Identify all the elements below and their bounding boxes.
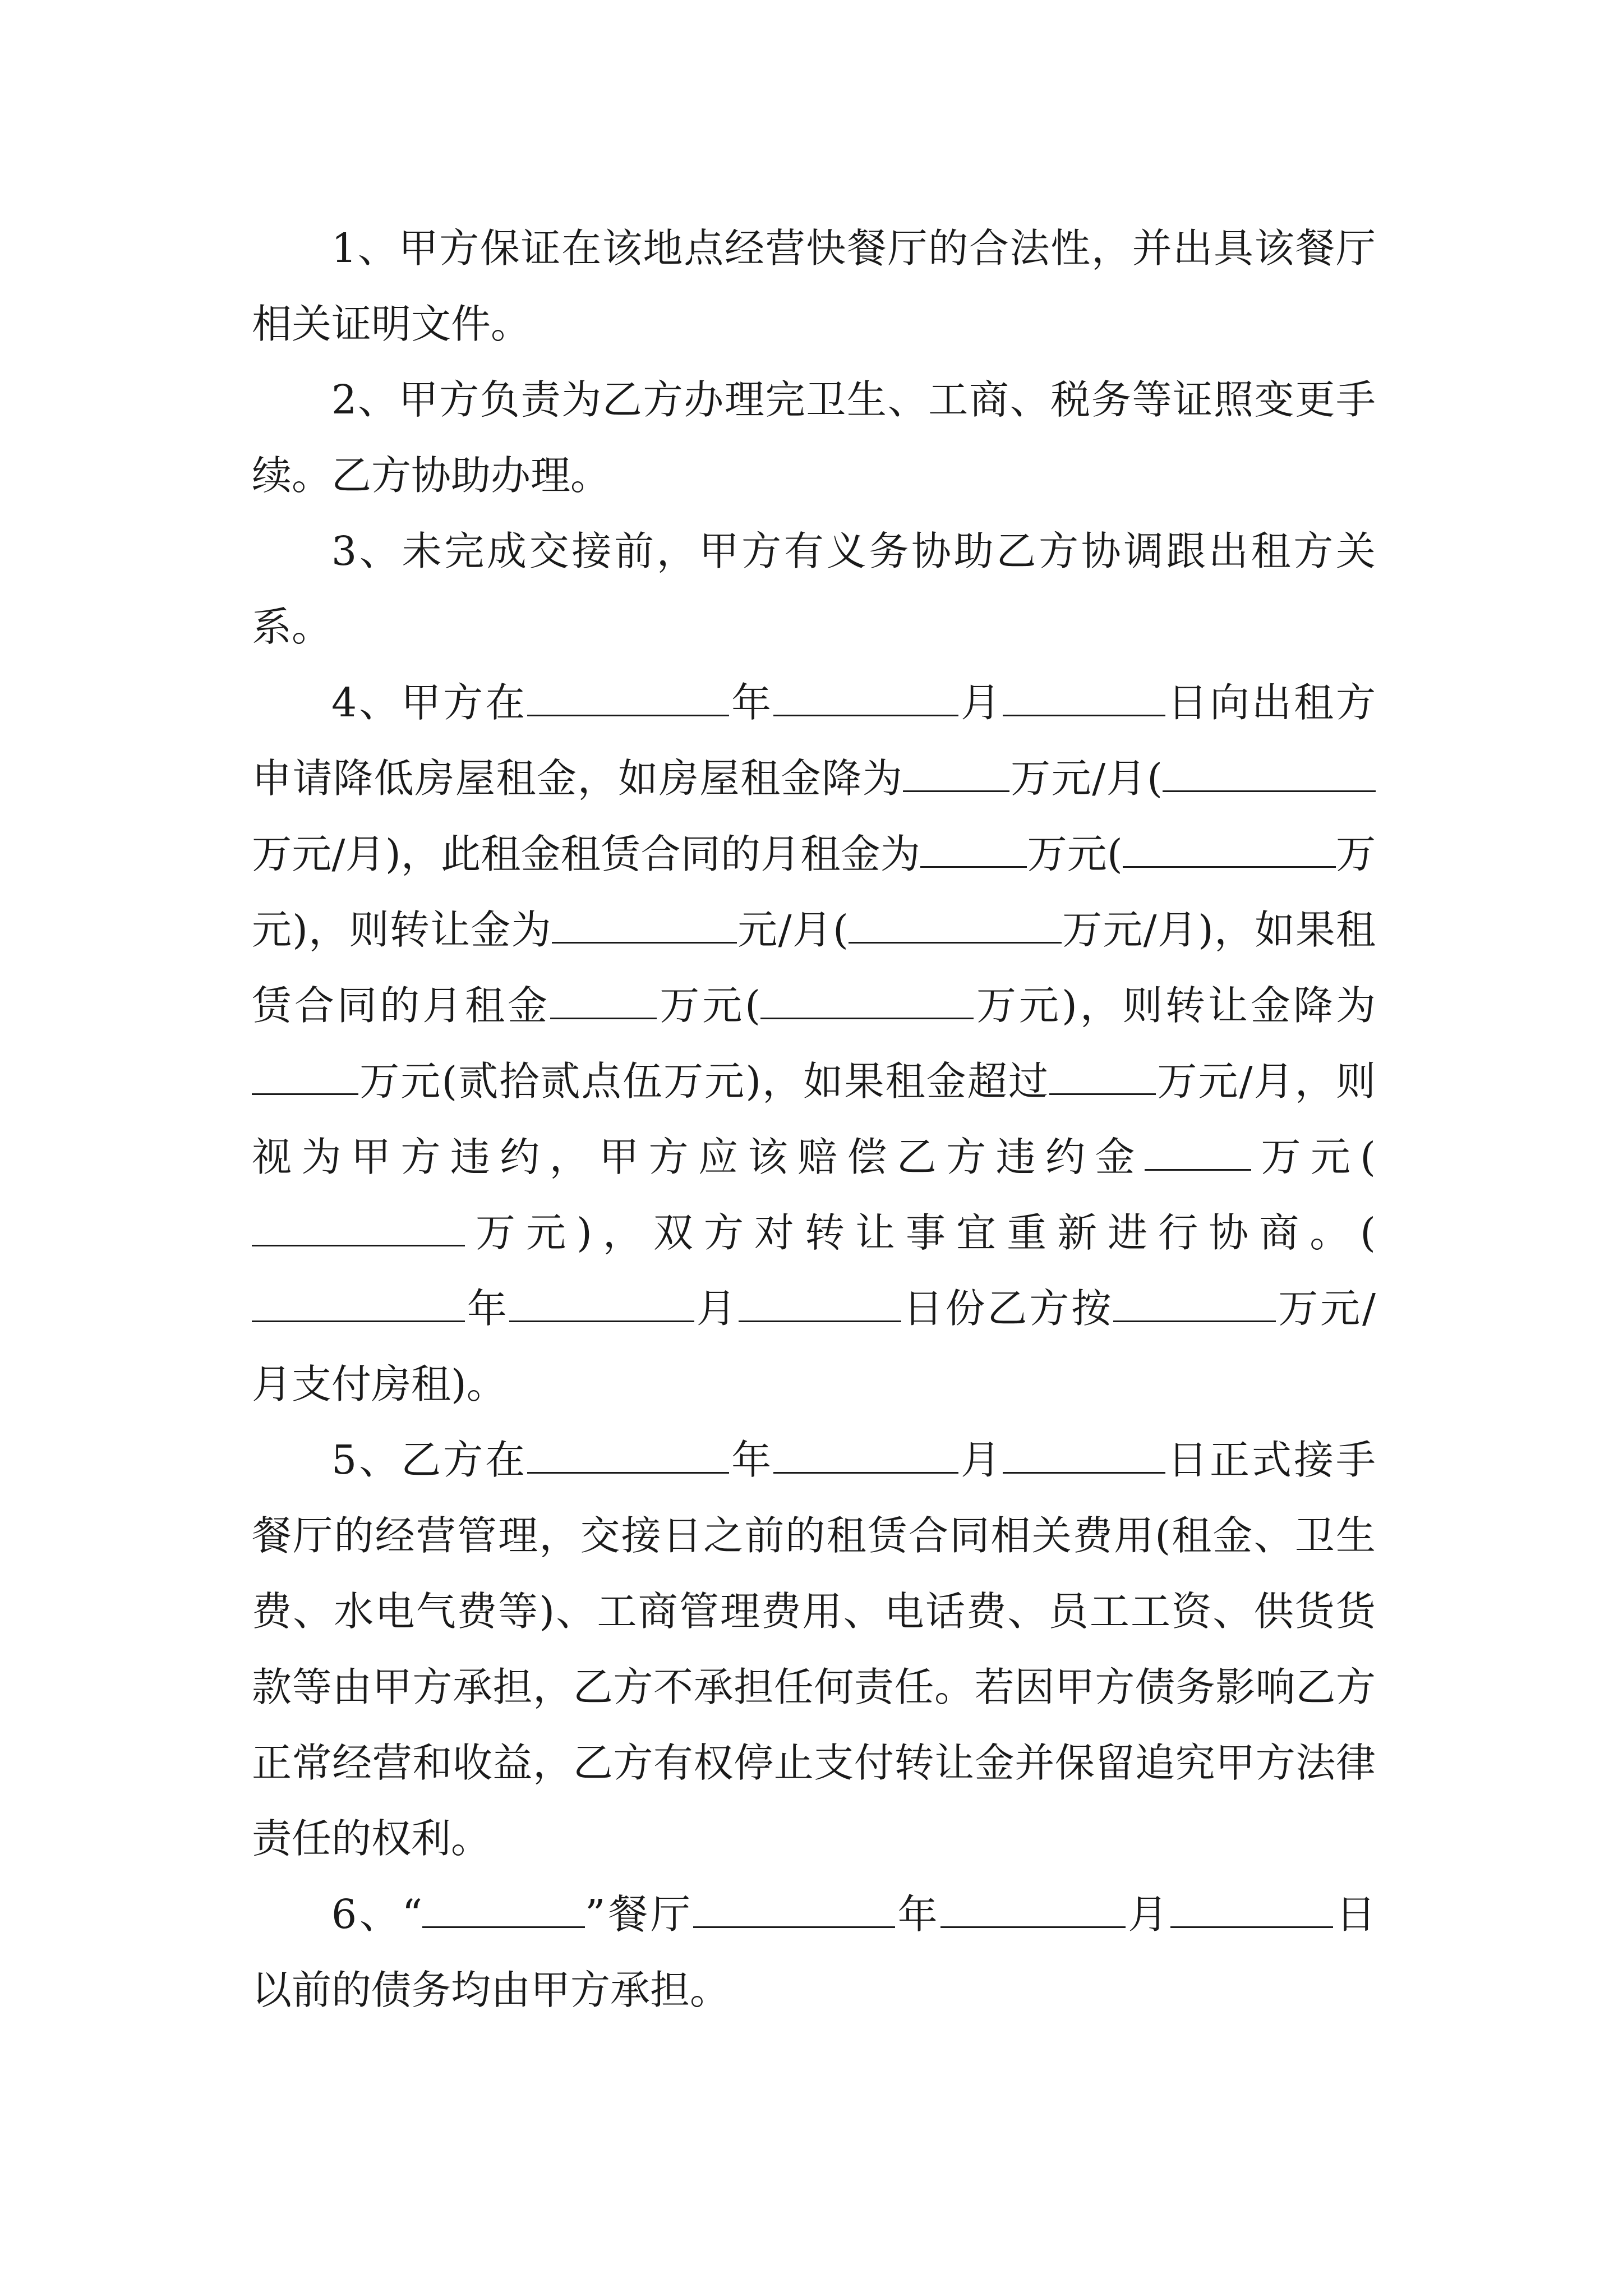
clause-4-text: 日向出租方申请降低房屋租金，如房屋租金降为 [252,679,1376,802]
blank-field [252,1212,465,1246]
clause-4-text: 元/月( [737,907,849,953]
clause-5-text: 年 [729,1437,774,1483]
blank-field [773,682,958,716]
blank-field [693,1894,895,1928]
clause-5-text: 月 [958,1437,1003,1483]
blank-field [509,1288,694,1322]
clause-4-text: 年 [465,1285,509,1332]
clause-4-text: 年 [729,679,774,726]
clause-4-text: 万元/月)，此租金租赁合同的月租金为 [252,831,921,877]
clause-6-text: 年 [895,1891,940,1938]
blank-field [920,834,1027,868]
clause-4-text: 月 [694,1285,739,1332]
clause-4-text: 万元(贰拾贰点伍万元)，如果租金超过 [358,1058,1050,1105]
clause-6-text: 月 [1125,1891,1171,1938]
blank-field [422,1894,585,1928]
clause-1 [252,210,1376,362]
blank-field [1163,758,1376,792]
clause-4-text: 万元/月)，如果租赁合同的月租金 [252,907,1376,1029]
blank-field [849,909,1062,944]
clause-6-text: 6、“ [331,1891,423,1938]
clause-6-text: ”餐厅 [585,1891,693,1938]
clause-4-text: 万元( [1027,831,1123,877]
blank-field [1170,1894,1333,1928]
clause-4-text: 万元( [657,982,760,1029]
clause-4-text: 万元/月支付房租)。 [252,1285,1376,1407]
document-body [252,210,1376,2028]
blank-field [527,682,729,716]
clause-5-text: 日正式接手餐厅的经营管理，交接日之前的租赁合同相关费用(租金、卫生费、水电气费等)、工商管理费用、电话费、员工工资、供货货款等由甲方承担，乙方不承担任何责任。若因甲方债务影响乙方正常经营和收益，乙方有权停止支付转让金并保留追究甲方法律责任的权利。 [252,1437,1376,1862]
clause-2 [252,362,1376,513]
blank-field [550,985,657,1019]
clause-1-text: 1、甲方保证在该地点经营快餐厅的合法性，并出具该餐厅相关证明文件。 [252,225,1376,347]
clause-3 [252,513,1376,665]
blank-field [252,1061,358,1095]
clause-4-text: 月 [958,679,1003,726]
blank-field [1113,1288,1276,1322]
clause-4-text: 万元/月，则视为甲方违约，甲方应该赔偿乙方违约金 [252,1058,1376,1180]
clause-3-text: 3、未完成交接前，甲方有义务协助乙方协调跟出租方关系。 [252,528,1376,650]
blank-field [773,1439,958,1474]
blank-field [1123,834,1336,868]
clause-4-text: 万元)，则转让金为 [252,831,1376,953]
blank-field [739,1288,901,1322]
blank-field [760,985,974,1019]
clause-4-text: 日份乙方按 [901,1285,1114,1332]
clause-6-text: 日以前的债务均由甲方承担。 [252,1891,1376,2013]
blank-field [1145,1137,1251,1171]
blank-field [1049,1061,1156,1095]
blank-field [940,1894,1126,1928]
clause-4-text: 万元)，双方对转让事宜重新进行协商。( [465,1209,1376,1256]
clause-2-text: 2、甲方负责为乙方办理完卫生、工商、税务等证照变更手续。乙方协助办理。 [252,376,1376,499]
blank-field [552,909,737,944]
clause-5-text: 5、乙方在 [331,1437,528,1483]
clause-5 [252,1422,1376,1876]
clause-4-text: 4、甲方在 [331,679,528,726]
blank-field [903,758,1009,792]
clause-4-text: 万元/月( [1009,755,1163,802]
blank-field [527,1439,729,1474]
blank-field [1003,1439,1165,1474]
blank-field [1003,682,1165,716]
clause-6 [252,1876,1376,2028]
clause-4-text: 万元)，则转让金降为 [974,982,1376,1029]
clause-4-text: 万元( [1251,1134,1376,1180]
clause-4 [252,665,1376,1422]
blank-field [252,1288,465,1322]
